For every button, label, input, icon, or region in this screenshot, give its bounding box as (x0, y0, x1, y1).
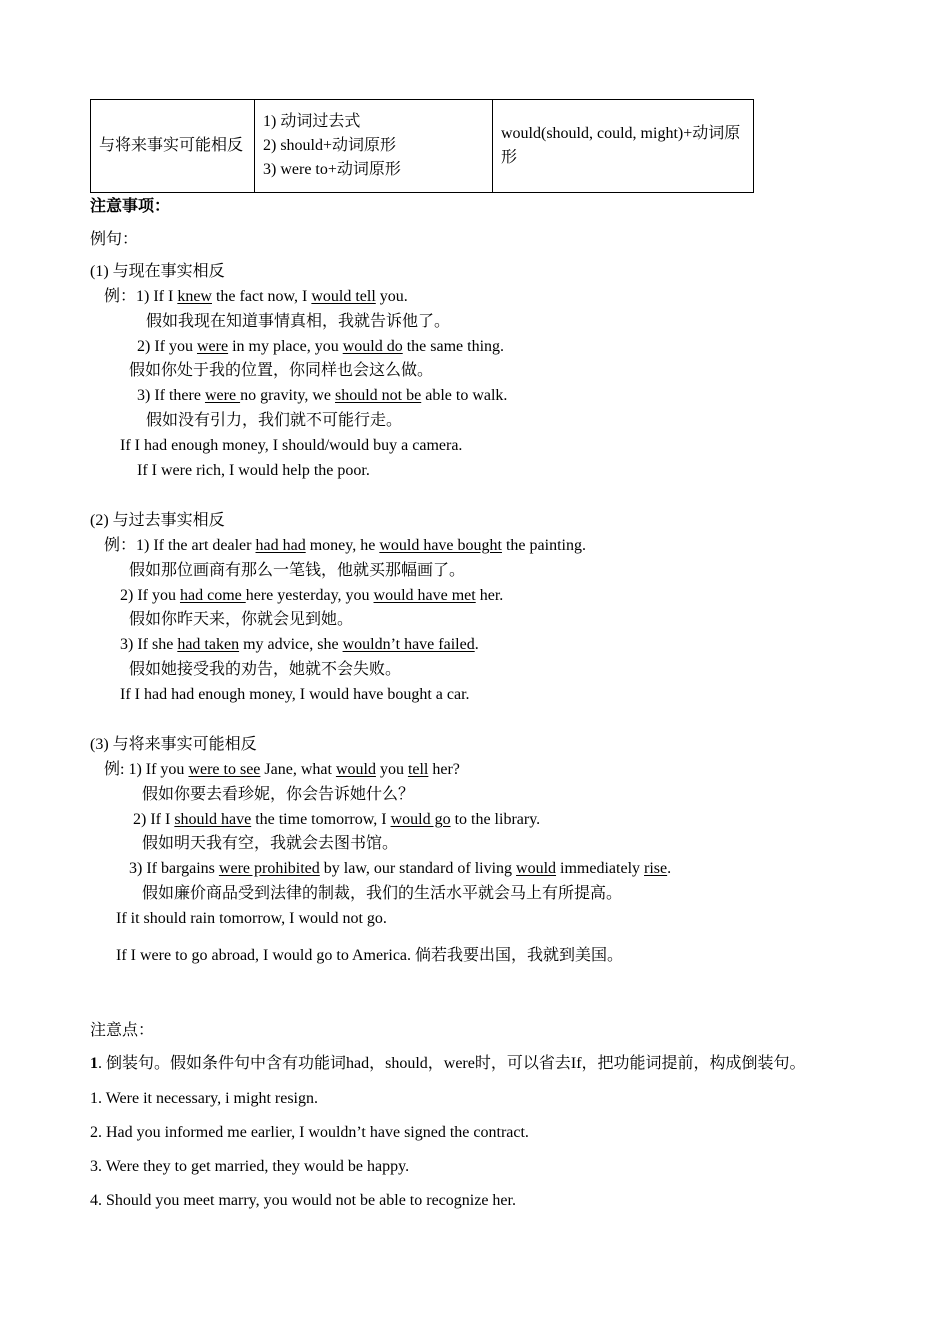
example-sentence: 3) If there were no gravity, we should not be able to walk. (137, 387, 508, 404)
examples-label: 例句： (90, 231, 139, 248)
inversion-example: 2. Had you informed me earlier, I wouldn’t have signed the contract. (90, 1124, 529, 1141)
example-translation: 假如你处于我的位置，你同样也会这么做。 (129, 362, 434, 379)
example-translation: 假如明天我有空，我就会去图书馆。 (142, 835, 399, 852)
example-translation: 假如你昨天来，你就会见到她。 (129, 611, 354, 628)
table-row (91, 100, 754, 193)
section-title: (1) 与现在事实相反 (90, 263, 225, 280)
section-title: (3) 与将来事实可能相反 (90, 736, 257, 753)
table-cell-type: 与将来事实可能相反 (91, 100, 255, 193)
example-sentence: 2) If I should have the time tomorrow, I would go to the library. (133, 811, 541, 828)
notes-label: 注意点： (90, 1022, 155, 1039)
if-clause-line: 1) 动词过去式 (263, 113, 361, 130)
example-sentence: 2) If you had come here yesterday, you would have met her. (120, 587, 504, 604)
example-sentence: 3) If bargains were prohibited by law, our standard of living would immediately rise. (129, 860, 672, 877)
extra-example: If I had had enough money, I would have bought a car. (120, 686, 470, 703)
section-title: (2) 与过去事实相反 (90, 512, 225, 529)
example-sentence: 3) If she had taken my advice, she wouldn’t have failed. (120, 636, 479, 653)
example-sentence: 2) If you were in my place, you would do the same thing. (137, 338, 505, 355)
example-translation: 假如廉价商品受到法律的制裁，我们的生活水平就会马上有所提高。 (142, 885, 623, 902)
extra-example: If it should rain tomorrow, I would not go. (116, 910, 387, 927)
example-sentence: 例: 1) If you were to see Jane, what would you tell her? (104, 761, 460, 778)
table-cell-main-clause: would(should, could, might)+动词原形 (493, 100, 754, 193)
if-clause-line: 2) should+动词原形 (263, 137, 397, 154)
inversion-example: 4. Should you meet marry, you would not be able to recognize her. (90, 1192, 516, 1209)
notes-heading: 注意事项： (90, 198, 171, 215)
conditional-table (90, 99, 754, 193)
inversion-example: 1. Were it necessary, i might resign. (90, 1090, 318, 1107)
example-translation: 假如她接受我的劝告，她就不会失败。 (129, 661, 402, 678)
example-sentence: 例：1) If the art dealer had had money, he would have bought the painting. (104, 537, 586, 554)
example-translation: 假如没有引力，我们就不可能行走。 (146, 412, 403, 429)
example-translation: 假如那位画商有那么一笔钱，他就买那幅画了。 (129, 562, 466, 579)
extra-example: If I were to go abroad, I would go to America. 倘若我要出国，我就到美国。 (116, 947, 624, 964)
if-clause-line: 3) were to+动词原形 (263, 161, 401, 178)
table-cell-if-clause (255, 100, 493, 193)
extra-example: If I were rich, I would help the poor. (137, 462, 370, 479)
example-translation: 假如我现在知道事情真相，我就告诉他了。 (146, 313, 451, 330)
inversion-example: 3. Were they to get married, they would be happy. (90, 1158, 410, 1175)
example-translation: 假如你要去看珍妮，你会告诉她什么？ (142, 786, 415, 803)
example-sentence: 例：1) If I knew the fact now, I would tell you. (104, 288, 408, 305)
extra-example: If I had enough money, I should/would buy a camera. (120, 437, 463, 454)
inversion-rule: 1. 倒装句。假如条件句中含有功能词had，should，were时，可以省去If，把功能词提前，构成倒装句。 (90, 1055, 806, 1072)
